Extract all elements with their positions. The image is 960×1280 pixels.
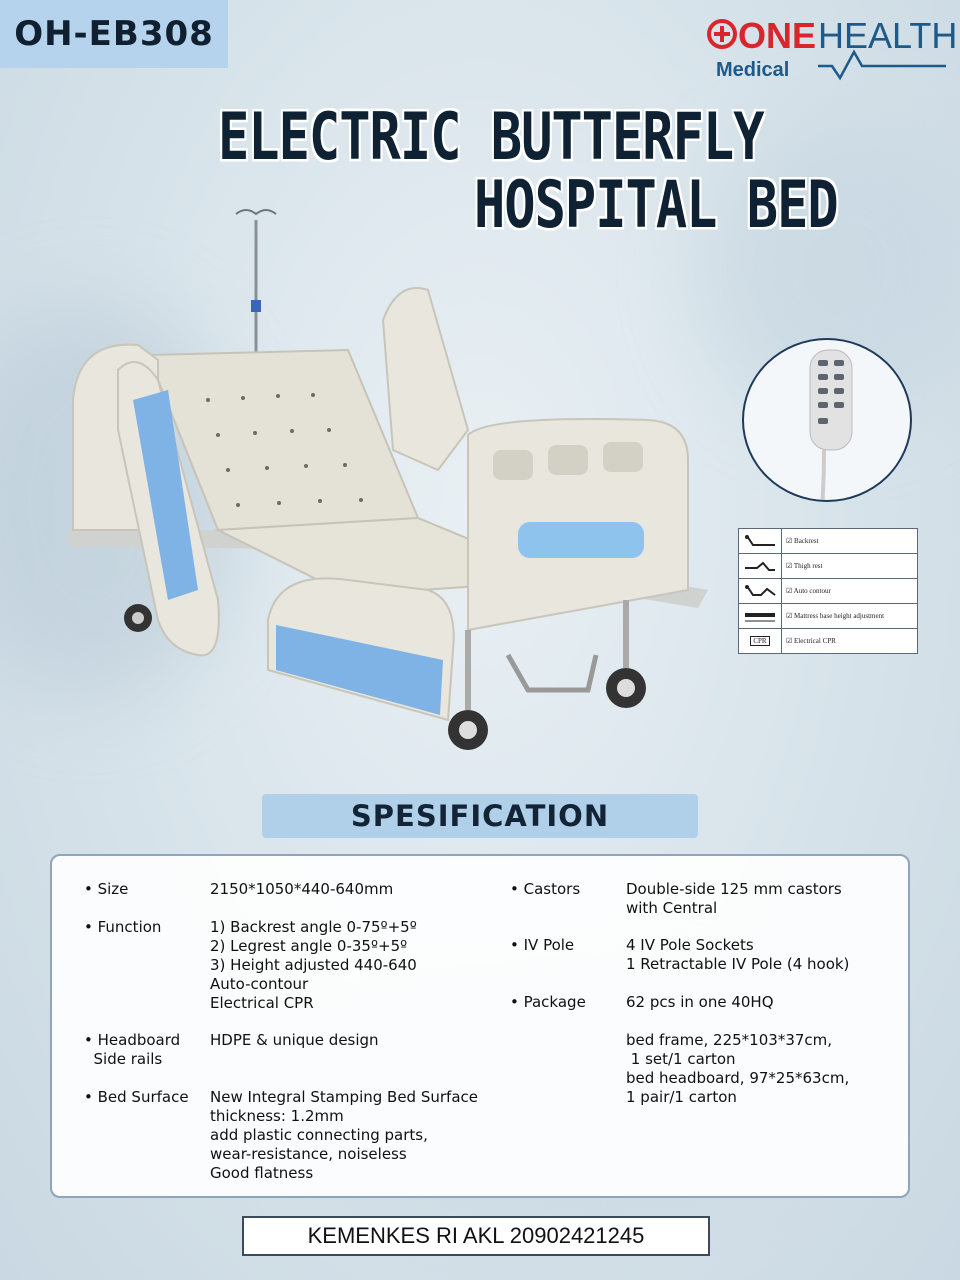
spec-label: • Size bbox=[84, 880, 129, 898]
spec-value: 1) Backrest angle 0-75º+5º 2) Legrest angle 0-35º+5º 3) Height adjusted 440-640 Auto-contour Electrical CPR bbox=[210, 918, 417, 1012]
remote-control-image bbox=[742, 338, 912, 502]
function-label: ☑ Thigh rest bbox=[786, 562, 823, 570]
backrest-icon bbox=[739, 529, 782, 553]
function-row bbox=[739, 579, 917, 604]
cpr-icon bbox=[739, 629, 782, 653]
function-row bbox=[739, 604, 917, 629]
function-label: ☑ Backrest bbox=[786, 537, 819, 545]
function-label: ☑ Mattress base height adjustment bbox=[786, 612, 885, 620]
spec-value: 2150*1050*440-640mm bbox=[210, 880, 394, 898]
spec-label: • Bed Surface bbox=[84, 1088, 189, 1106]
auto-contour-icon bbox=[739, 579, 782, 603]
mattress-height-icon bbox=[739, 604, 782, 628]
cpr-icon-text: CPR bbox=[750, 636, 769, 646]
title-line-2: HOSPITAL BED bbox=[474, 168, 838, 243]
brand-name-part2: HEALTH bbox=[818, 15, 956, 56]
spec-label: • Castors bbox=[510, 880, 581, 898]
function-row bbox=[739, 529, 917, 554]
spec-label: • IV Pole bbox=[510, 936, 575, 954]
spec-value: New Integral Stamping Bed Surface thickness: 1.2mm add plastic connecting parts, wear-resistance, noiseless Good flatness bbox=[210, 1088, 478, 1182]
spec-value: bed frame, 225*103*37cm, 1 set/1 carton bed headboard, 97*25*63cm, 1 pair/1 carton bbox=[626, 1031, 850, 1106]
function-row bbox=[739, 629, 917, 653]
brand-logo bbox=[706, 8, 956, 86]
spec-value: Double-side 125 mm castors with Central bbox=[626, 880, 842, 917]
spec-label: • Function bbox=[84, 918, 162, 936]
spec-title: SPESIFICATION bbox=[262, 794, 698, 838]
function-label: ☑ Electrical CPR bbox=[786, 637, 836, 645]
title-line-1: ELECTRIC BUTTERFLY bbox=[218, 100, 764, 175]
model-code-badge: OH-EB308 bbox=[0, 0, 228, 68]
function-row bbox=[739, 554, 917, 579]
spec-label: • Package bbox=[510, 993, 586, 1011]
spec-label: • Headboard Side rails bbox=[84, 1031, 181, 1068]
spec-value: 4 IV Pole Sockets 1 Retractable IV Pole (4 hook) bbox=[626, 936, 850, 973]
brand-sub: Medical bbox=[716, 59, 790, 81]
hospital-bed-image bbox=[48, 200, 728, 760]
spec-value: 62 pcs in one 40HQ bbox=[626, 993, 774, 1011]
function-table bbox=[738, 528, 918, 654]
spec-box bbox=[50, 854, 910, 1198]
spec-value: HDPE & unique design bbox=[210, 1031, 379, 1049]
brand-name-part1: ONE bbox=[738, 15, 817, 56]
registration-footer: KEMENKES RI AKL 20902421245 bbox=[242, 1216, 710, 1256]
function-label: ☑ Auto contour bbox=[786, 587, 831, 595]
thigh-rest-icon bbox=[739, 554, 782, 578]
